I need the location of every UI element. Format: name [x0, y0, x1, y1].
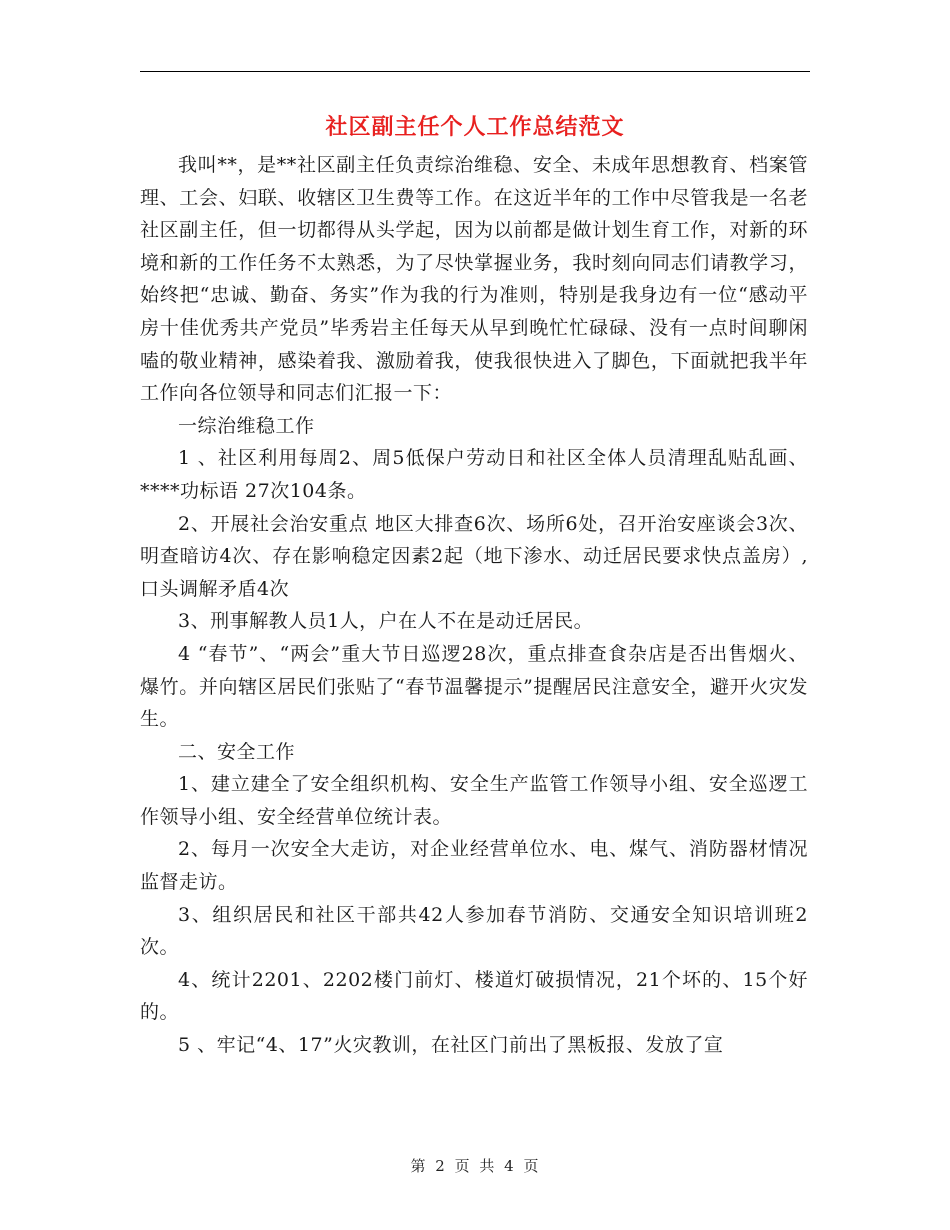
page-title: 社区副主任个人工作总结范文: [325, 114, 625, 140]
paragraph-item: 4 “春节”、“两会”重大节日巡逻28次，重点排查食杂店是否出售烟火、爆竹。并向辖区居民们张贴了“春节温馨提示”提醒居民注意安全，避开火灾发生。: [140, 642, 808, 731]
page-number-footer: 第 2 页 共 4 页: [410, 1157, 540, 1175]
paragraph-item: 2、每月一次安全大走访，对企业经营单位水、电、煤气、消防器材情况监督走访。: [140, 838, 808, 894]
paragraph-item: 2、开展社会治安重点 地区大排查6次、场所6处，召开治安座谈会3次、明查暗访4次、存在影响稳定因素2起（地下渗水、动迁居民要求快点盖房）,口头调解矛盾4次: [140, 512, 808, 600]
paragraph-item: 5 、牢记“4、17”火灾教训，在社区门前出了黑板报、发放了宣: [178, 1034, 724, 1057]
paragraph-item: 3、刑事解教人员1人，户在人不在是动迁居民。: [178, 610, 594, 633]
paragraph-intro: 我叫**，是**社区副主任负责综治维稳、安全、未成年思想教育、档案管理、工会、妇联、收辖区卫生费等工作。在这近半年的工作中尽管我是一名老社区副主任，但一切都得从头学起，因为以前都是做计划生育工作，对新的环境和新的工作任务不太熟悉，为了尽快掌握业务，我时刻向同志们请教学习，始终把“忠诚、勤奋、务实”作为我的行为准则，特别是我身边有一位“感动平房十佳优秀共产党员”毕秀岩主任每天从早到晚忙忙碌碌、没有一点时间聊闲嗑的敬业精神，感染着我、激励着我，使我很快进入了脚色，下面就把我半年工作向各位领导和同志们汇报一下：: [140, 154, 808, 405]
paragraph-item: 3、组织居民和社区干部共42人参加春节消防、交通安全知识培训班2次。: [140, 903, 808, 959]
section-heading-2: 二、安全工作: [178, 740, 296, 763]
paragraph-item: 4、统计2201、2202楼门前灯、楼道灯破损情况，21个坏的、15个好的。: [140, 968, 808, 1024]
header-rule: [140, 71, 810, 72]
document-body: [140, 149, 808, 1062]
section-heading-1: 一综治维稳工作: [178, 414, 315, 437]
paragraph-item: 1、建立建全了安全组织机构、安全生产监管工作领导小组、安全巡逻工作领导小组、安全经营单位统计表。: [140, 773, 808, 828]
paragraph-item: 1 、社区利用每周2、周5低保户劳动日和社区全体人员清理乱贴乱画、****功标语 27次104条。: [140, 447, 808, 502]
